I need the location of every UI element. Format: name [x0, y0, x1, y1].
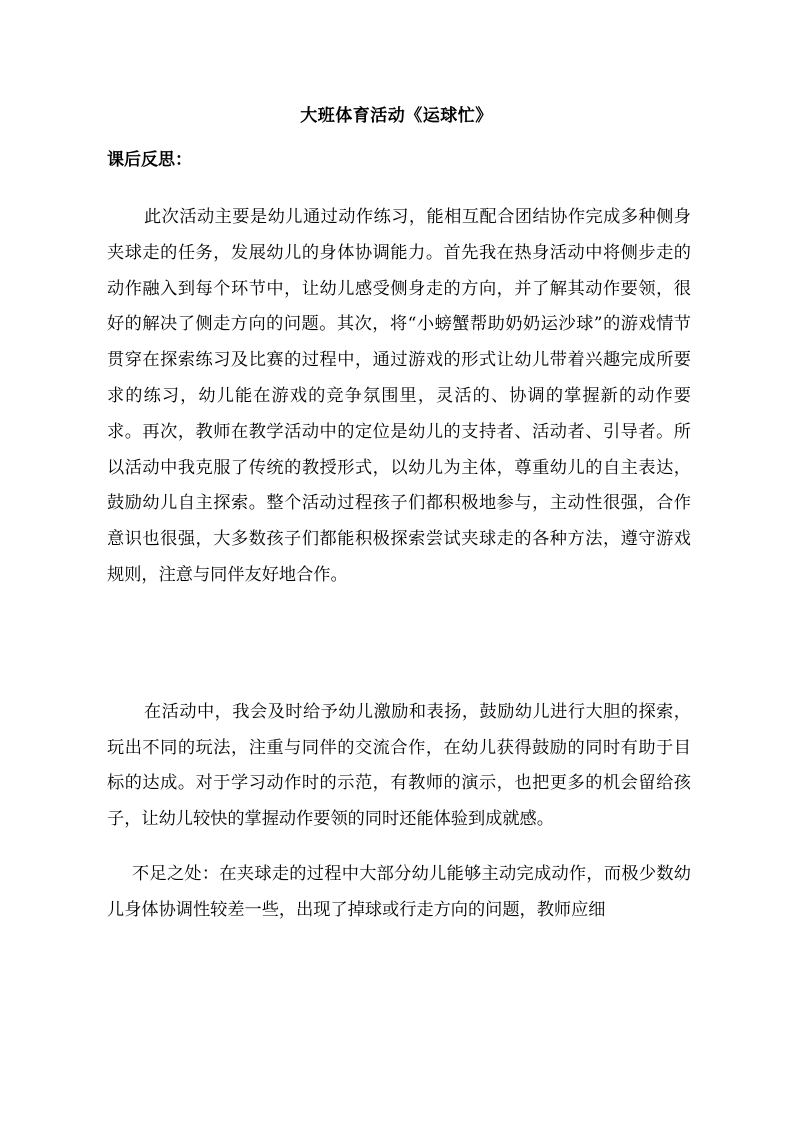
section-heading: 课后反思：	[107, 150, 192, 170]
paragraph-encouragement: 在活动中，我会及时给予幼儿激励和表扬，鼓励幼儿进行大胆的探索，玩出不同的玩法，注重与同伴的交流合作，在幼儿获得鼓励的同时有助于目标的达成。对于学习动作时的示范，有教师的演示，也把更多的机会留给孩子，让幼儿较快的掌握动作要领的同时还能体验到成就感。	[107, 702, 691, 829]
paragraph-reflection: 此次活动主要是幼儿通过动作练习，能相互配合团结协作完成多种侧身夹球走的任务，发展幼儿的身体协调能力。首先我在热身活动中将侧步走的动作融入到每个环节中，让幼儿感受侧身走的方向，并了解其动作要领，很好的解决了侧走方向的问题。其次，将“小螃蟹帮助奶奶运沙球”的游戏情节贯穿在探索练习及比赛的过程中，通过游戏的形式让幼儿带着兴趣完成所要求的练习，幼儿能在游戏的竞争氛围里，灵活的、协调的掌握新的动作要求。再次，教师在教学活动中的定位是幼儿的支持者、活动者、引导者。所以活动中我克服了传统的教授形式，以幼儿为主体，尊重幼儿的自主表达，鼓励幼儿自主探索。整个活动过程孩子们都积极地参与，主动性很强，合作意识也很强，大多数孩子们都能积极探索尝试夹球走的各种方法，遵守游戏规则，注意与同伴友好地合作。	[107, 207, 691, 585]
paragraph-shortcomings: 不足之处：在夹球走的过程中大部分幼儿能够主动完成动作，而极少数幼儿身体协调性较差一些，出现了掉球或行走方向的问题，教师应细	[107, 864, 691, 920]
document-title: 大班体育活动《运球忙》	[300, 106, 493, 126]
